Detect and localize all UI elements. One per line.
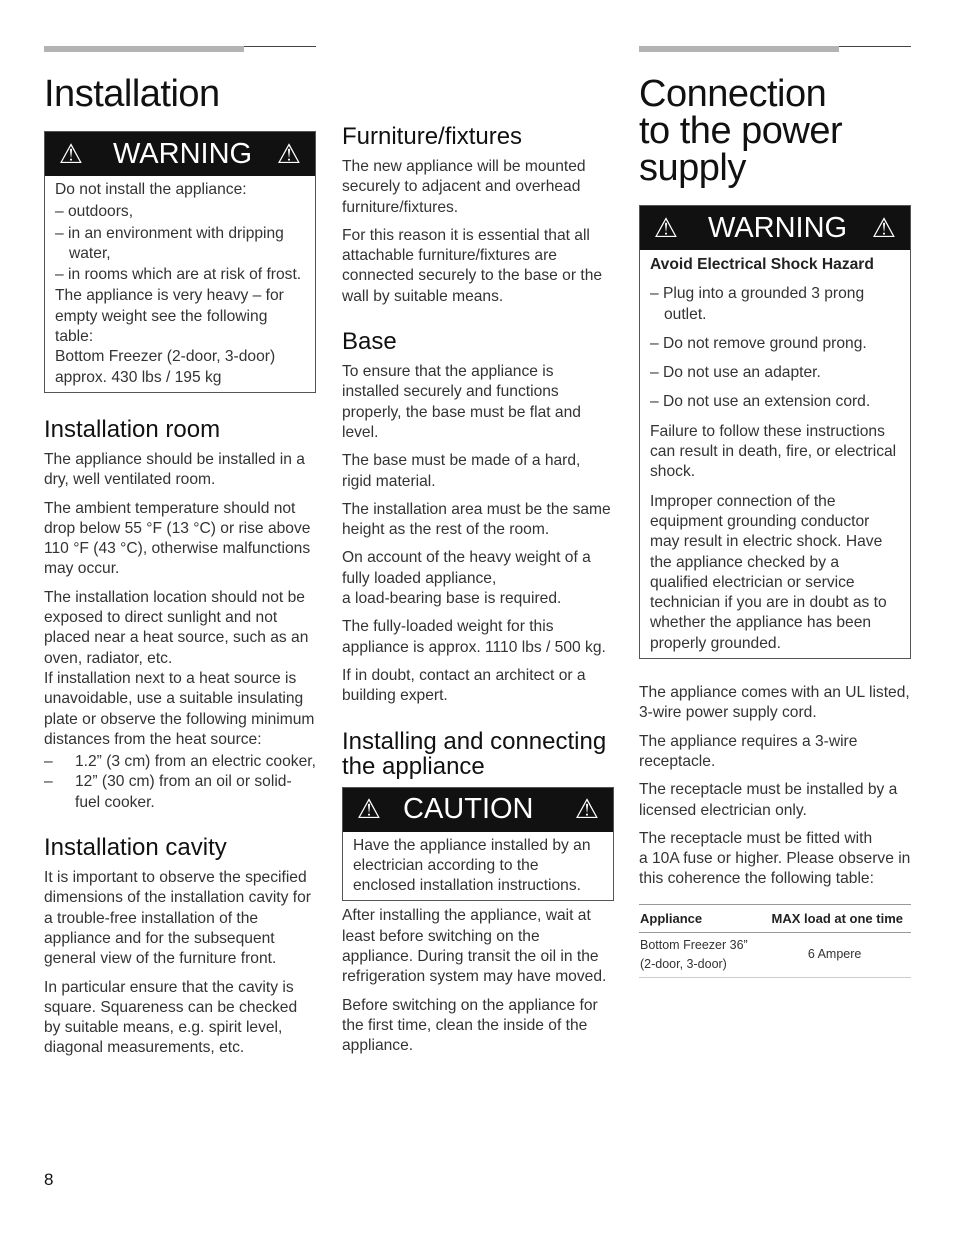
paragraph: In particular ensure that the cavity is square. Squareness can be checked by suitable means, e.g. spirit level, diagonal measurements, etc.	[44, 978, 298, 1057]
paragraph: To ensure that the appliance is installed securely and functions properly, the base must be flat and level.	[342, 363, 581, 441]
warning-label: WARNING	[708, 211, 848, 244]
table-cell-appliance: Bottom Freezer 36” (2-door, 3-door)	[639, 932, 758, 977]
warning-weight-value: approx. 430 lbs / 195 kg	[55, 368, 222, 386]
warning-triangle-icon: ⚠	[58, 138, 84, 169]
paragraph: If installation next to a heat source is unavoidable, use a suitable insulating plate or observe the following minimum distances from the heat source:	[44, 669, 315, 748]
paragraph: The receptacle must be installed by a licensed electrician only.	[639, 781, 898, 819]
paragraph: The appliance should be installed in a dry, well ventilated room.	[44, 450, 305, 489]
warning-header	[640, 206, 910, 250]
list-item: – 1.2” (3 cm) from an electric cooker,	[44, 753, 316, 771]
warning-body	[45, 176, 315, 392]
warning-heading: Avoid Electrical Shock Hazard	[650, 256, 874, 273]
caution-label: CAUTION	[403, 793, 534, 826]
warning-item: – Do not remove ground prong.	[650, 334, 867, 352]
paragraph: After installing the appliance, wait at least before switching on the appliance. During transit the oil in the refrigeration system may have moved.	[342, 907, 607, 986]
table-row	[639, 932, 911, 977]
warning-body	[640, 250, 910, 658]
paragraph: The appliance comes with an UL listed, 3-wire power supply cord.	[639, 684, 910, 722]
section-rule	[639, 44, 911, 52]
section-rule	[44, 44, 316, 52]
paragraph: On account of the heavy weight of a fully loaded appliance, a load-bearing base is required.	[342, 549, 591, 608]
warning-header	[45, 132, 315, 176]
warning-triangle-icon: ⚠	[356, 794, 382, 825]
warning-box-installation	[44, 131, 316, 393]
column-middle	[342, 124, 614, 1065]
page-title-installation: Installation	[44, 73, 220, 115]
warning-item: – Do not use an extension cord.	[650, 393, 871, 411]
warning-item: – in an environment with dripping water,	[55, 224, 284, 262]
warning-weight-model: Bottom Freezer (2-door, 3-door)	[55, 348, 276, 366]
warning-item: – Plug into a grounded 3 prong outlet.	[650, 285, 865, 323]
caution-body	[343, 832, 613, 901]
table-cell-load: 6 Ampere	[758, 932, 911, 977]
caution-header	[343, 788, 613, 832]
paragraph: The installation area must be the same height as the rest of the room.	[342, 500, 611, 539]
warning-weight-note: The appliance is very heavy – for empty weight see the following table:	[55, 287, 284, 346]
paragraph: Before switching on the appliance for the first time, clean the inside of the appliance.	[342, 996, 598, 1055]
caution-text: Have the appliance installed by an electrician according to the enclosed installation instructions.	[353, 836, 591, 895]
heading-installing-connecting: Installing and connecting the appliance	[342, 727, 607, 780]
paragraph: The base must be made of a hard, rigid material.	[342, 452, 581, 490]
page-title-power-supply: Connection to the power supply	[639, 73, 843, 189]
paragraph: For this reason it is essential that all attachable furniture/fixtures are connected securely to the base or the wall by suitable means.	[342, 226, 603, 305]
warning-triangle-icon: ⚠	[871, 212, 897, 243]
paragraph: Failure to follow these instructions can result in death, fire, or electrical shock.	[650, 422, 897, 481]
warning-label: WARNING	[113, 137, 253, 170]
paragraph: The new appliance will be mounted securely to adjacent and overhead furniture/fixtures.	[342, 158, 586, 216]
paragraph: The receptacle must be fitted with a 10A fuse or higher. Please observe in this coherence the following table:	[639, 829, 911, 888]
warning-item: – Do not use an adapter.	[650, 364, 821, 382]
warning-item: – in rooms which are at risk of frost.	[55, 266, 302, 284]
paragraph: The fully-loaded weight for this appliance is approx. 1110 lbs / 500 kg.	[342, 618, 606, 656]
warning-box-electrical	[639, 205, 911, 659]
column-right	[639, 44, 911, 978]
warning-triangle-icon: ⚠	[653, 212, 679, 243]
paragraph: It is important to observe the specified dimensions of the installation cavity for a trouble-free installation of the appliance and for the subsequent general view of the furniture front.	[44, 869, 311, 968]
list-item: – 12” (30 cm) from an oil or solid-fuel cooker.	[44, 773, 292, 811]
warning-item: – outdoors,	[55, 203, 134, 221]
paragraph: The installation location should not be exposed to direct sunlight and not placed near a heat source, such as an oven, radiator, etc.	[44, 588, 309, 667]
warning-intro: Do not install the appliance:	[55, 181, 247, 198]
distance-list	[44, 752, 316, 813]
power-load-table	[639, 904, 911, 978]
paragraph: The ambient temperature should not drop below 55 °F (13 °C) or rise above 110 °F (43 °C), otherwise malfunctions may occur.	[44, 499, 311, 578]
table-header-max-load: MAX load at one time	[758, 904, 911, 932]
paragraph: If in doubt, contact an architect or a building expert.	[342, 666, 586, 705]
heading-installation-room: Installation room	[44, 415, 221, 443]
paragraph: The appliance requires a 3-wire receptacle.	[639, 732, 858, 770]
warning-triangle-icon: ⚠	[276, 138, 302, 169]
caution-box	[342, 787, 614, 902]
page-number: 8	[44, 1170, 54, 1189]
paragraph: Improper connection of the equipment grounding conductor may result in electric shock. Have the appliance checked by a qualified electrician or service technician if you are in doubt as to whether the appliance has been properly grounded.	[650, 492, 887, 652]
heading-installation-cavity: Installation cavity	[44, 834, 227, 862]
heading-base: Base	[342, 328, 397, 356]
heading-furniture: Furniture/fixtures	[342, 123, 523, 150]
warning-triangle-icon: ⚠	[574, 794, 600, 825]
table-header-appliance: Appliance	[639, 904, 758, 932]
table-header-row	[639, 904, 911, 932]
column-left	[44, 44, 316, 1067]
